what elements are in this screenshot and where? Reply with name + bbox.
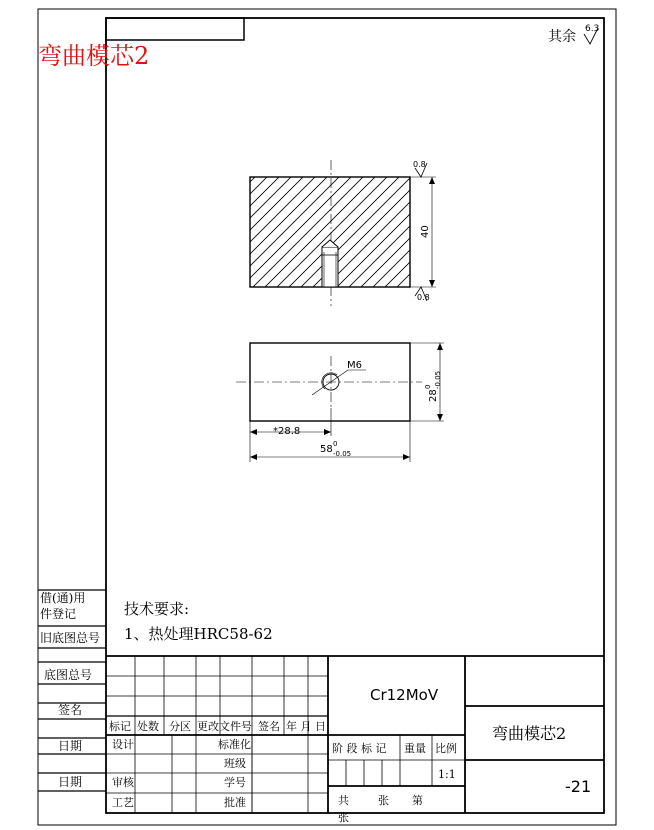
hdr-mark: 标记 bbox=[109, 720, 131, 733]
hdr-date: 年 月 日 bbox=[286, 720, 326, 733]
height-tol-lower: -0.05 bbox=[434, 370, 442, 389]
height-dim-40: 40 bbox=[420, 225, 431, 238]
role-approve: 批准 bbox=[224, 796, 246, 809]
outer-border bbox=[38, 9, 616, 825]
left-date1: 日期 bbox=[58, 739, 83, 753]
width-dim-58: 58 bbox=[320, 444, 333, 455]
sheets-page: 第 bbox=[412, 794, 423, 807]
top-left-box bbox=[106, 18, 244, 40]
material: Cr12MoV bbox=[370, 686, 439, 704]
hdr-count: 处数 bbox=[137, 720, 159, 733]
part-name: 弯曲模芯2 bbox=[492, 724, 567, 743]
offset-dim: *28.8 bbox=[273, 426, 301, 437]
tech-requirements-item1: 1、热处理HRC58-62 bbox=[124, 625, 273, 643]
role-process: 工艺 bbox=[112, 796, 134, 809]
left-register: 件登记 bbox=[40, 607, 77, 621]
left-drawing-no: 底图总号 bbox=[44, 668, 93, 682]
scale-value: 1:1 bbox=[438, 768, 456, 781]
roughness-bottom: 0.8 bbox=[417, 293, 430, 302]
hdr-change-doc: 更改文件号 bbox=[197, 720, 252, 733]
stage-header: 阶 段 标 记 bbox=[332, 742, 387, 755]
role-design: 设计 bbox=[112, 738, 134, 751]
weight-header: 重量 bbox=[404, 742, 426, 755]
hdr-sign: 签名 bbox=[258, 720, 280, 733]
roughness-note: 其余 bbox=[548, 29, 576, 45]
drawing-number: -21 bbox=[565, 777, 592, 796]
role-review: 审核 bbox=[112, 776, 134, 789]
width-tol-lower: -0.05 bbox=[333, 450, 352, 458]
sheets-word: 张 bbox=[378, 794, 389, 807]
tech-requirements-heading: 技术要求: bbox=[124, 600, 190, 618]
roughness-value: 6.3 bbox=[585, 24, 600, 34]
height-dim-28: 28 bbox=[428, 389, 439, 402]
sheets-word2: 张 bbox=[338, 811, 349, 824]
left-date2: 日期 bbox=[58, 775, 83, 789]
plan-view bbox=[236, 343, 444, 462]
ratio-header: 比例 bbox=[435, 742, 457, 755]
section-view bbox=[250, 160, 436, 306]
width-tol-upper: 0 bbox=[333, 440, 338, 448]
height-tol-upper: 0 bbox=[424, 384, 432, 389]
left-signature: 签名 bbox=[58, 703, 83, 717]
role-student-no: 学号 bbox=[224, 776, 246, 789]
drawing-title: 弯曲模芯2 bbox=[38, 42, 150, 70]
thread-label: M6 bbox=[347, 360, 362, 371]
left-borrow: 借(通)用 bbox=[40, 591, 86, 605]
left-old-drawing-no: 旧底图总号 bbox=[40, 631, 101, 645]
hdr-zone: 分区 bbox=[169, 720, 191, 733]
inner-frame bbox=[106, 18, 604, 813]
role-standardize: 标准化 bbox=[218, 738, 251, 751]
sheets-total: 共 bbox=[338, 794, 349, 807]
role-team: 班级 bbox=[224, 757, 246, 770]
roughness-top: 0.8 bbox=[413, 160, 426, 169]
